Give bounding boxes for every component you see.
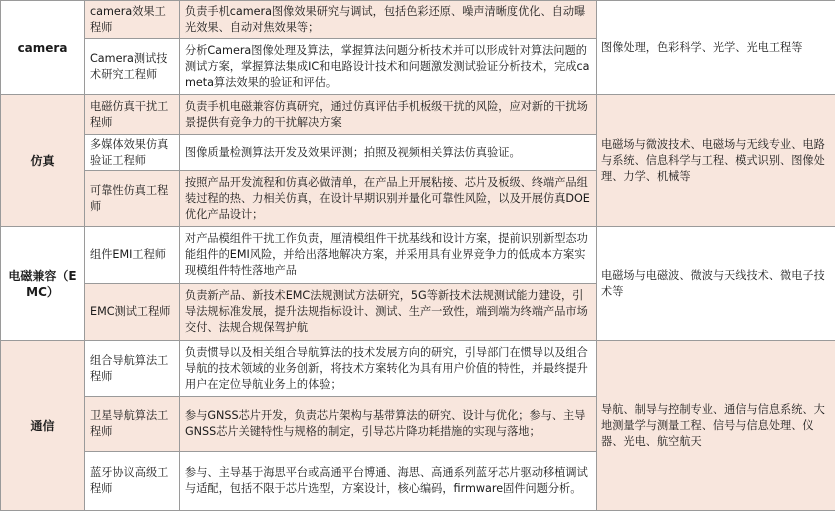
requirement-cell: 负责手机电磁兼容仿真研究，通过仿真评估手机板级干扰的风险，应对新的干扰场景提供有竞争力的干扰解决方案 — [180, 95, 597, 135]
majors-cell: 电磁场与电磁波、微波与天线技术、微电子技术等 — [597, 227, 835, 341]
majors-cell: 图像处理，色彩科学、光学、光电工程等 — [597, 1, 835, 95]
category-cell: camera — [1, 1, 85, 95]
position-cell: 卫星导航算法工程师 — [85, 397, 180, 452]
position-cell: EMC测试工程师 — [85, 284, 180, 341]
requirement-cell: 负责新产品、新技术EMC法规测试方法研究，5G等新技术法规测试能力建设，引导法规标准发展，提升法规指标设计、测试、生产一致性，端到端为终端产品市场交付、法规合规保驾护航 — [180, 284, 597, 341]
position-cell: 多媒体效果仿真验证工程师 — [85, 135, 180, 171]
position-cell: Camera测试技术研究工程师 — [85, 39, 180, 95]
table-row — [1, 227, 835, 284]
requirement-cell: 负责手机camera图像效果研究与调试，包括色彩还原、噪声清晰度优化、自动曝光效果、自动对焦效果等； — [180, 1, 597, 39]
position-cell: camera效果工程师 — [85, 1, 180, 39]
position-cell: 电磁仿真干扰工程师 — [85, 95, 180, 135]
position-cell: 可靠性仿真工程师 — [85, 171, 180, 227]
majors-cell: 电磁场与微波技术、电磁场与无线专业、电路与系统、信息科学与工程、模式识别、图像处理、力学、机械等 — [597, 95, 835, 227]
requirement-cell: 负责惯导以及相关组合导航算法的技术发展方向的研究，引导部门在惯导以及组合导航的技术领域的业务创新，将技术方案转化为具有用户价值的特性，并最终提升用户在定位导航业务上的体验； — [180, 341, 597, 397]
requirement-cell: 分析Camera图像处理及算法，掌握算法问题分析技术并可以形成针对算法问题的测试方案，掌握算法集成IC和电路设计技术和问题激发测试验证分析技术，完成cameta算法效果的验证和评估。 — [180, 39, 597, 95]
position-cell: 组合导航算法工程师 — [85, 341, 180, 397]
requirement-cell: 对产品模组件干扰工作负责，厘清模组件干扰基线和设计方案，提前识别新型态功能组件的EMI风险，并给出落地解决方案，并采用具有业界竞争力的低成本方案实现模组件特性落地产品 — [180, 227, 597, 284]
table-row — [1, 95, 835, 135]
requirement-cell: 参与GNSS芯片开发，负责芯片架构与基带算法的研究、设计与优化；参与、主导GNSS芯片关键特性与规格的制定，引导芯片降功耗措施的实现与落地； — [180, 397, 597, 452]
table-row — [1, 341, 835, 397]
category-cell: 仿真 — [1, 95, 85, 227]
category-cell: 电磁兼容（EMC） — [1, 227, 85, 341]
position-cell: 组件EMI工程师 — [85, 227, 180, 284]
category-cell: 通信 — [1, 341, 85, 511]
requirement-cell: 参与、主导基于海思平台或高通平台博通、海思、高通系列蓝牙芯片驱动移植调试与适配，包括不限于芯片选型，方案设计，核心编码，firmware固件问题分析。 — [180, 452, 597, 511]
requirement-cell: 图像质量检测算法开发及效果评测；拍照及视频相关算法仿真验证。 — [180, 135, 597, 171]
table-row — [1, 1, 835, 39]
requirement-cell: 按照产品开发流程和仿真必做清单，在产品上开展粘接、芯片及板级、终端产品组装过程的热、力相关仿真，在设计早期识别并量化可靠性风险，以及开展仿真DOE优化产品设计； — [180, 171, 597, 227]
position-cell: 蓝牙协议高级工程师 — [85, 452, 180, 511]
majors-cell: 导航、制导与控制专业、通信与信息系统、大地测量学与测量工程、信号与信息处理、仪器、光电、航空航天 — [597, 341, 835, 511]
